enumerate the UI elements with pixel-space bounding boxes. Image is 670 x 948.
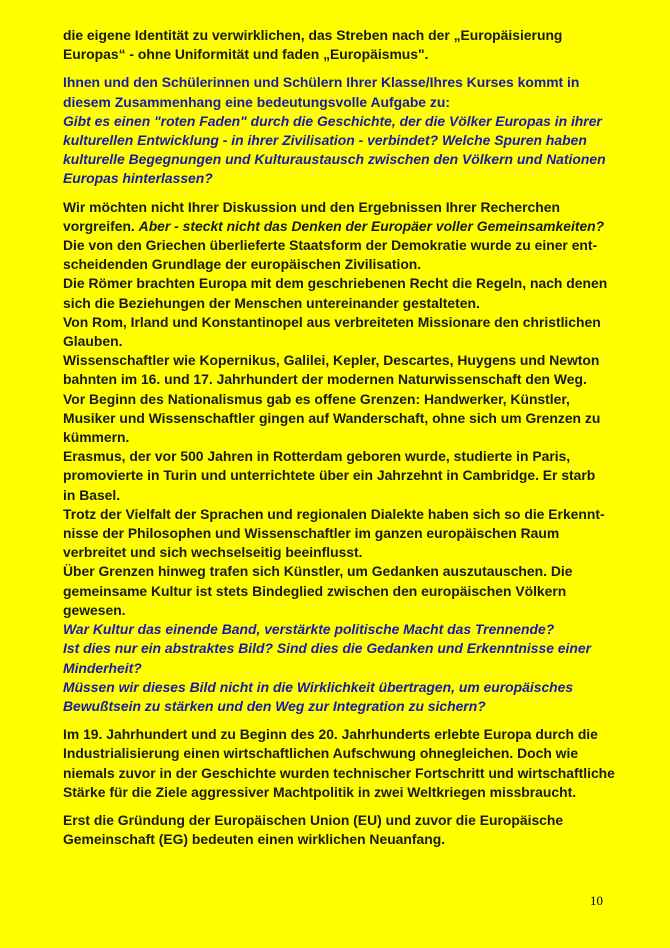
closing-paragraph [63,811,623,849]
text-line: Gemeinschaft (EG) bedeuten einen wirklichen Neuanfang. [63,831,446,848]
intro-line: die eigene Identität zu verwirklichen, das Streben nach der „Europäisierung [63,27,563,43]
text-line: nisse der Philosophen und Wissenschaftler im ganzen europäischen Raum [63,525,560,542]
text-line: Trotz der Vielfalt der Sprachen und regionalen Dialekte haben sich so die Erkennt- [63,505,605,522]
text-line: Die von den Griechen überlieferte Staatsform der Demokratie wurde zu einer ent- [63,237,598,254]
question-line: Bewußtsein zu stärken und den Weg zur Integration zu sichern? [63,697,486,714]
text-line: Im 19. Jahrhundert und zu Beginn des 20. Jahrhunderts erlebte Europa durch die [63,726,598,743]
text-line: sich die Beziehungen der Menschen untereinander gestalteten. [63,294,480,311]
page-number: 10 [590,893,603,908]
text-emphasis: Aber - steckt nicht das Denken der Europäer voller Gemeinsamkeiten? [138,217,605,234]
text-line: Erasmus, der vor 500 Jahren in Rotterdam geboren wurde, studierte in Paris, [63,448,571,465]
text-line: gewesen. [63,601,126,618]
main-paragraph [63,198,623,716]
text-line: Die Römer brachten Europa mit dem geschriebenen Recht die Regeln, nach denen [63,275,608,292]
task-question: Europas hinterlassen? [63,170,213,187]
question-line: Ist dies nur ein abstraktes Bild? Sind dies die Gedanken und Erkenntnisse einer [63,640,591,657]
task-question: kulturellen Entwicklung - in ihrer Zivilisation - verbindet? Welche Spuren haben [63,132,587,149]
task-question: Gibt es einen "roten Faden" durch die Geschichte, der die Völker Europas in ihrer [63,112,602,129]
intro-paragraph [63,26,623,64]
text-line: Industrialisierung einen wirtschaftlichen Aufschwung ohnegleichen. Doch wie [63,745,579,762]
text-line: niemals zuvor in der Geschichte wurden technischer Fortschritt und wirtschaftliche [63,764,615,781]
intro-line: Europas“ - ohne Uniformität und faden „Europäismus". [63,46,429,63]
document-body [63,26,623,849]
text-line: Wir möchten nicht Ihrer Diskussion und den Ergebnissen Ihrer Recherchen [63,198,560,215]
text-line: scheidenden Grundlage der europäischen Zivilisation. [63,256,422,273]
text-line: Musiker und Wissenschaftler gingen auf Wanderschaft, ohne sich um Grenzen zu [63,409,601,426]
question-line: Müssen wir dieses Bild nicht in die Wirklichkeit übertragen, um europäisches [63,678,574,695]
question-line: Minderheit? [63,659,142,676]
text-line: bahnten im 16. und 17. Jahrhundert der modernen Naturwissenschaft den Weg. [63,371,587,388]
text-line: Erst die Gründung der Europäischen Union (EU) und zuvor die Europäische [63,811,564,828]
text-line: kümmern. [63,429,130,446]
history-paragraph [63,725,623,802]
text-line: Stärke für die Ziele aggressiver Machtpolitik in zwei Weltkriegen missbraucht. [63,783,577,800]
text-line: Wissenschaftler wie Kopernikus, Galilei, Kepler, Descartes, Huygens und Newton [63,352,600,369]
text-line: Glauben. [63,333,123,350]
task-question: kulturelle Begegnungen und Kulturaustausch zwischen den Völkern und Nationen [63,151,606,168]
text-line: in Basel. [63,486,121,503]
task-paragraph [63,73,623,188]
text-line: verbreitet und sich wechselseitig beeinflusst. [63,544,363,561]
text-line: vorgreifen. [63,217,139,234]
question-line: War Kultur das einende Band, verstärkte politische Macht das Trennende? [63,621,555,638]
text-line: Vor Beginn des Nationalismus gab es offene Grenzen: Handwerker, Künstler, [63,390,570,407]
task-line: Ihnen und den Schülerinnen und Schülern Ihrer Klasse/Ihres Kurses kommt in [63,74,580,91]
text-line: Von Rom, Irland und Konstantinopel aus verbreiteten Missionare den christlichen [63,313,601,330]
text-line: Über Grenzen hinweg trafen sich Künstler, um Gedanken auszutauschen. Die [63,563,573,580]
task-line: diesem Zusammenhang eine bedeutungsvolle Aufgabe zu: [63,93,450,110]
text-line: gemeinsame Kultur ist stets Bindeglied zwischen den europäischen Völkern [63,582,567,599]
text-line: promovierte in Turin und unterrichtete über ein Jahrzehnt in Cambridge. Er starb [63,467,596,484]
